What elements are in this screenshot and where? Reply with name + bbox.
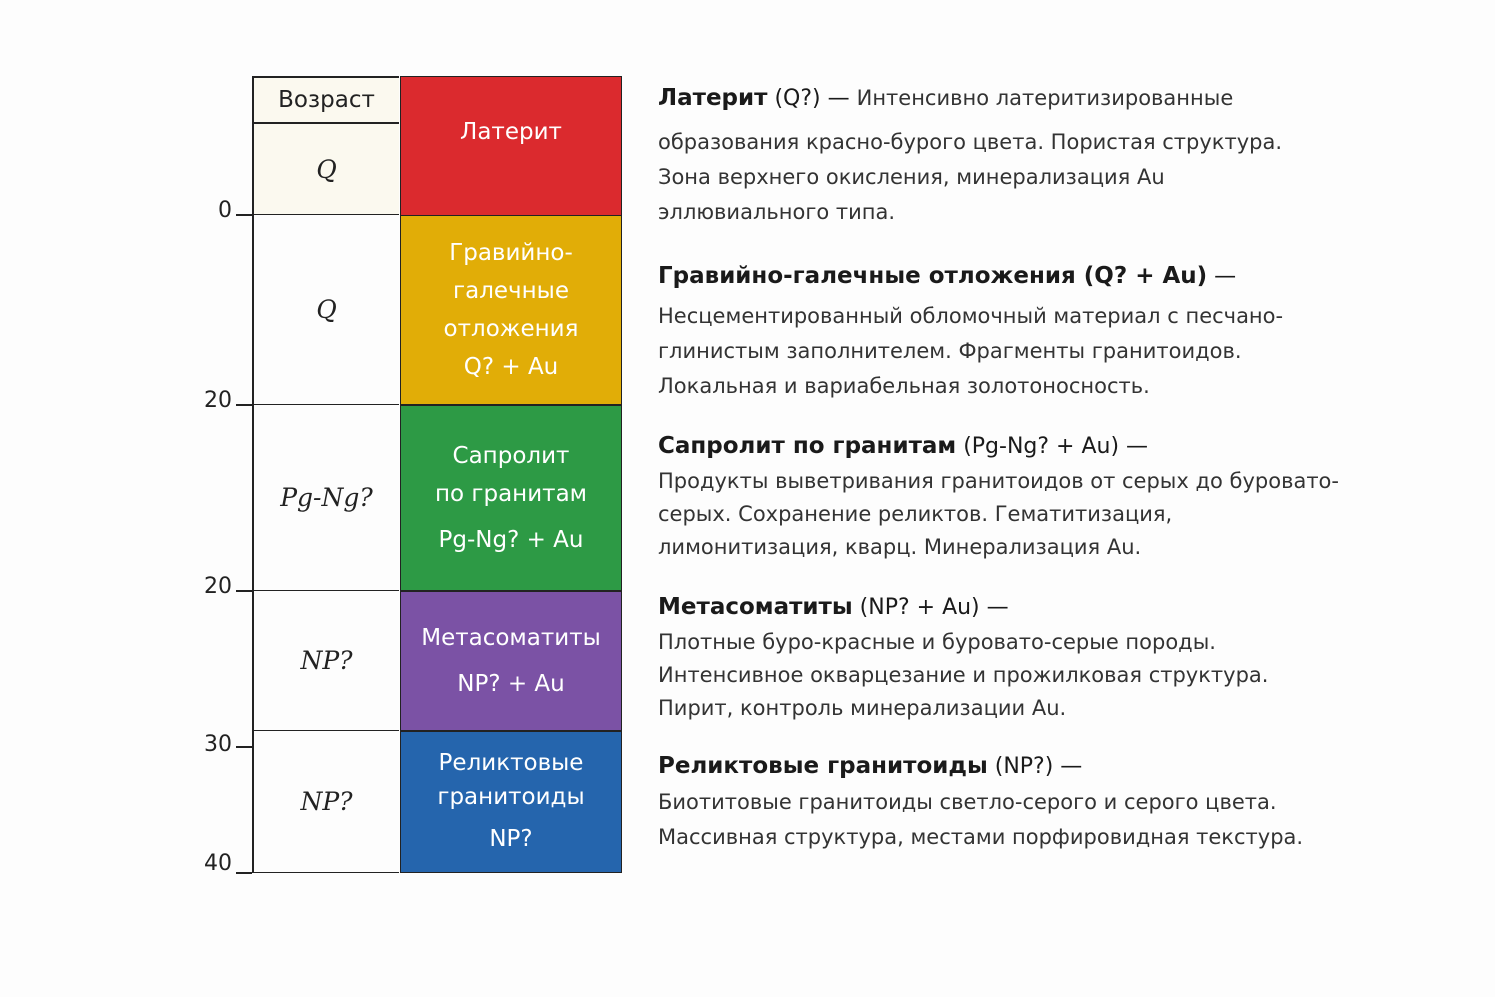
depth-label: 20 (204, 388, 232, 413)
layer-gravel (400, 215, 622, 405)
layer-age: Pg-Ng? + Au (438, 527, 584, 553)
layer-relict-granitoids (400, 731, 622, 873)
depth-tick (236, 590, 252, 592)
description-laterite (658, 80, 1458, 230)
age-cell: NP? (252, 591, 399, 731)
description-line: лимонитизация, кварц. Минерализация Au. (658, 535, 1142, 559)
description-gravel (658, 258, 1458, 404)
depth-label: 40 (204, 851, 232, 876)
description-line: образования красно-бурого цвета. Пористая структура. (658, 130, 1283, 154)
description-line: Пирит, контроль минерализации Au. (658, 696, 1067, 720)
age-header: Возраст (252, 76, 399, 124)
description-line: эллювиального типа. (658, 200, 896, 224)
age-cell: Q (252, 215, 399, 405)
description-line: Биотитовые гранитоиды светло-серого и серого цвета. (658, 790, 1277, 814)
description-meta: (NP? + Au) — (852, 595, 1009, 620)
description-meta: — (1207, 264, 1237, 289)
depth-tick (236, 404, 252, 406)
depth-tick (236, 214, 252, 216)
description-meta: (NP?) — (987, 754, 1083, 779)
description-saprolite (658, 428, 1458, 564)
description-title: Сапролит по гранитам (658, 433, 957, 459)
layer-age: Q? + Au (463, 354, 559, 380)
age-cell: NP? (252, 731, 399, 873)
description-line: Интенсивно латеритизированные (856, 86, 1234, 110)
description-metasomatites (658, 589, 1458, 725)
description-title: Латерит (658, 85, 768, 111)
layer-name: Сапролит по гранитам (434, 443, 588, 507)
description-meta: (Pg-Ng? + Au) — (956, 434, 1149, 459)
layer-name: Гравийно- галечные отложения (443, 240, 579, 342)
description-title: Метасоматиты (658, 594, 853, 620)
description-line: Несцементированный обломочный материал с песчано- (658, 304, 1284, 328)
description-title: Гравийно-галечные отложения (Q? + Au) (658, 263, 1208, 289)
description-line: Зона верхнего окисления, минерализация Au (658, 165, 1165, 189)
depth-tick (236, 872, 252, 874)
description-line: Плотные буро-красные и буровато-серые породы. (658, 630, 1216, 654)
depth-label: 0 (218, 198, 232, 223)
age-cell: Q (252, 124, 399, 215)
age-cell: Pg-Ng? (252, 405, 399, 591)
layer-age: NP? (489, 826, 533, 852)
description-line: Интенсивное окварцезание и прожилковая структура. (658, 663, 1269, 687)
depth-label: 30 (204, 732, 232, 757)
description-line: глинистым заполнителем. Фрагменты гранитоидов. (658, 339, 1242, 363)
depth-tick (236, 746, 252, 748)
layer-name: Метасоматиты (421, 625, 601, 651)
description-meta: (Q?) — (767, 86, 857, 111)
layer-name: Реликтовые гранитоиды (437, 750, 585, 810)
description-line: Локальная и вариабельная золотоносность. (658, 374, 1150, 398)
description-line: Продукты выветривания гранитоидов от серых до буровато- (658, 469, 1339, 493)
depth-label: 20 (204, 574, 232, 599)
stratigraphic-column (252, 76, 622, 873)
layer-name: Латерит (460, 119, 562, 145)
description-line: серых. Сохранение реликтов. Гематитизация, (658, 502, 1173, 526)
description-line: Массивная структура, местами порфировидная текстура. (658, 825, 1304, 849)
layer-age: NP? + Au (457, 671, 565, 697)
description-title: Реликтовые гранитоиды (658, 753, 988, 779)
layer-saprolite (400, 405, 622, 591)
description-relict-granitoids (658, 748, 1458, 855)
layer-laterite (400, 76, 622, 216)
layer-metasomatites (400, 591, 622, 731)
